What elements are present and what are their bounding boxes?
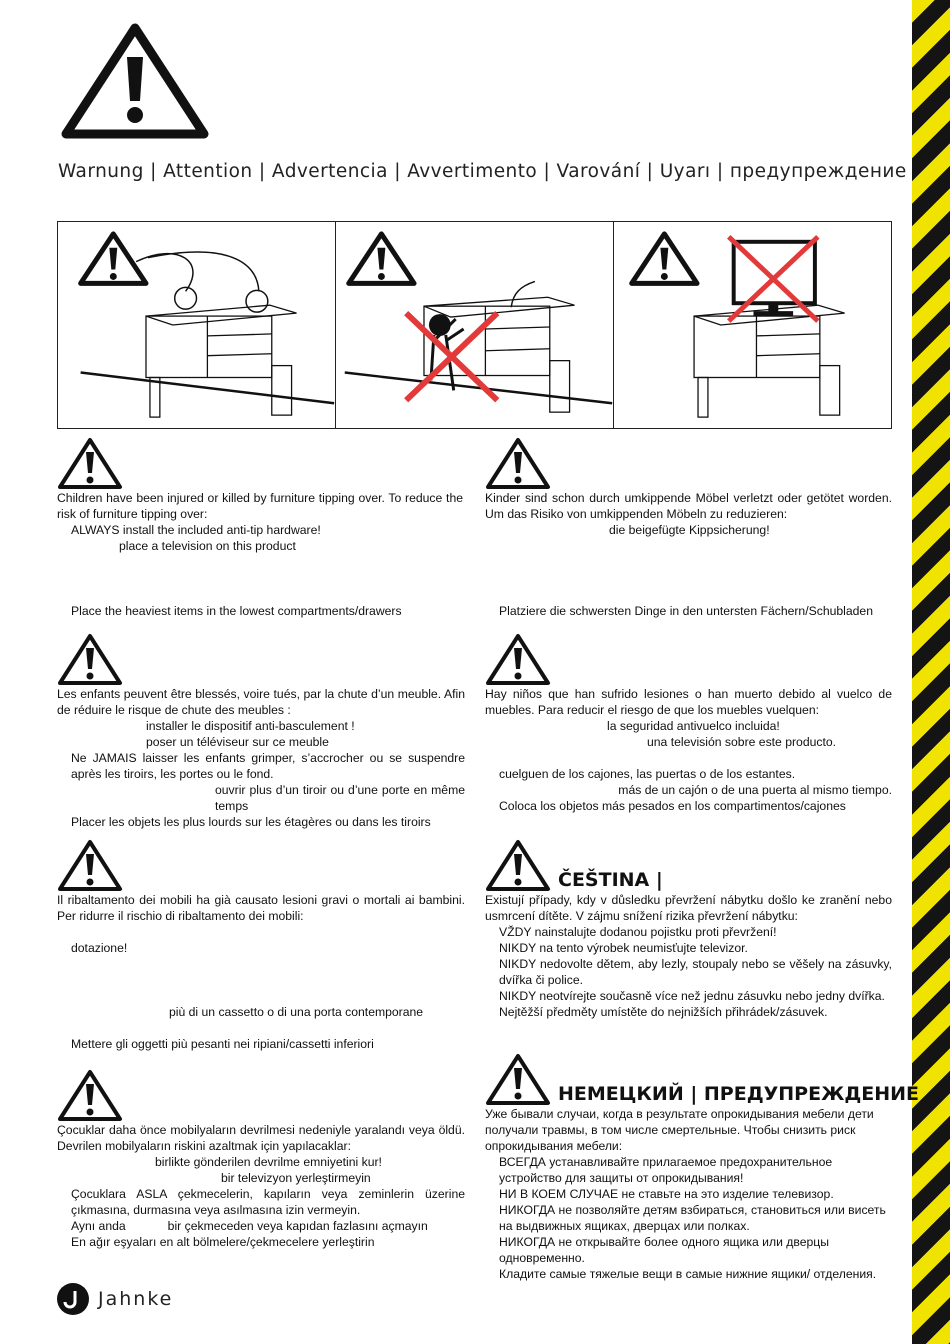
warning-item: NIKDY nedovolte dětem, aby lezly, stoupaly nebo se věšely na zásuvky, dvířka či police.	[499, 957, 892, 987]
warning-triangle-icon	[632, 234, 697, 284]
warning-block-de	[485, 436, 892, 619]
warning-item: НИ В КОЕМ СЛУЧАЕ не ставьте на это изделие телевизор.	[499, 1187, 834, 1201]
warning-item-part: Aynı anda	[71, 1219, 126, 1233]
warning-triangle-icon	[57, 436, 123, 490]
warning-item: die beigefügte Kippsicherung!	[609, 523, 770, 537]
warning-block-cs	[485, 838, 892, 1020]
hazard-stripe	[912, 0, 950, 1344]
illustration-panels	[57, 221, 892, 429]
warning-item: più di un cassetto o di una porta contemporane	[169, 1005, 424, 1019]
warning-item: una televisión sobre este producto.	[647, 735, 837, 749]
warning-intro: Hay niños que han sufrido lesiones o han muerto debido al vuelco de muebles. Para reducir el riesgo de que los muebles vuelquen:	[485, 687, 892, 717]
warning-triangle-icon	[485, 838, 551, 892]
logo-text: Jahnke	[98, 1288, 174, 1310]
warning-intro: Çocuklar daha önce mobilyaların devrilmesi nedeniyle yaralandı veya öldü. Devrilen mobilyaların riskini azaltmak için yapılacaklar:	[57, 1123, 465, 1153]
warning-item: ALWAYS install the included anti-tip hardware!	[71, 523, 321, 537]
brand-logo	[57, 1283, 173, 1315]
warning-block-tr	[57, 1068, 465, 1250]
warning-block-ru	[485, 1052, 920, 1282]
warning-triangle-icon	[57, 632, 123, 686]
warning-item: cuelguen de los cajones, las puertas o de los estantes.	[499, 767, 796, 781]
warning-block-en	[57, 436, 463, 619]
warning-item: Placer les objets les plus lourds sur les étagères ou dans les tiroirs	[71, 815, 431, 829]
warning-item: más de un cajón o de una puerta al mismo tiempo.	[618, 783, 892, 797]
warning-item: Coloca los objetos más pesados en los compartimentos/cajones	[499, 799, 846, 813]
warning-item: NIKDY na tento výrobek neumisťujte televizor.	[499, 941, 748, 955]
warning-intro: Il ribaltamento dei mobili ha già causato lesioni gravi o mortali ai bambini. Per ridurre il rischio di ribaltamento dei mobili:	[57, 893, 465, 923]
warning-item: Ne JAMAIS laisser les enfants grimper, s’accrocher ou se suspendre après les tiroirs, les portes ou le fond.	[71, 751, 465, 781]
warning-item: Mettere gli oggetti più pesanti nei ripiani/cassetti inferiori	[71, 1037, 374, 1051]
warning-item: Кладите самые тяжелые вещи в самые нижние ящики/ отделения.	[499, 1267, 877, 1281]
warning-item: Place the heaviest items in the lowest compartments/drawers	[71, 604, 402, 618]
warning-block-es	[485, 632, 892, 814]
warning-block-it	[57, 838, 465, 1052]
language-title: ČEŠTINA |	[558, 869, 663, 891]
warning-item: НИКОГДА не позволяйте детям взбираться, становиться или висеть на выдвижных ящиках, дверцах или полках.	[499, 1203, 886, 1233]
warning-item: ВСЕГДА устанавливайте прилагаемое предохранительное устройство для защиты от опрокидывания!	[499, 1155, 833, 1185]
warning-intro: Kinder sind schon durch umkippende Möbel verletzt oder getötet worden. Um das Risiko von umkippenden Möbeln zu reduzieren:	[485, 491, 892, 521]
warning-item: НИКОГДА не открывайте более одного ящика или дверцы одновременно.	[499, 1235, 830, 1265]
logo-j-icon	[57, 1283, 89, 1315]
warning-triangle-icon	[349, 234, 414, 284]
warning-item: NIKDY neotvírejte současně více než jednu zásuvku nebo jedny dvířka.	[499, 989, 885, 1003]
warning-item-line	[57, 1218, 465, 1234]
warning-triangle-icon	[485, 1052, 551, 1106]
warning-item: place a television on this product	[119, 539, 296, 553]
warning-triangle-icon	[60, 22, 210, 140]
warning-item: birlikte gönderilen devrilme emniyetini kur!	[155, 1155, 382, 1169]
warning-item: VŽDY nainstalujte dodanou pojistku proti převržení!	[499, 925, 777, 939]
panel-no-climbing	[336, 222, 614, 428]
warning-item: ouvrir plus d’un tiroir ou d’une porte en même temps	[215, 783, 465, 813]
warning-block-fr	[57, 632, 465, 830]
warning-item: bir televizyon yerleştirmeyin	[221, 1171, 371, 1185]
warning-item: Platziere die schwersten Dinge in den untersten Fächern/Schubladen	[499, 604, 873, 618]
warning-item: poser un téléviseur sur ce meuble	[146, 735, 329, 749]
warning-item: installer le dispositif anti-basculement !	[146, 719, 355, 733]
warning-item-part: bir çekmeceden veya kapıdan fazlasını açmayın	[167, 1219, 428, 1233]
language-title: НЕМЕЦКИЙ | ПРЕДУПРЕЖДЕНИЕ	[558, 1083, 920, 1105]
warning-item: dotazione!	[71, 941, 128, 955]
warning-intro: Children have been injured or killed by furniture tipping over. To reduce the risk of furniture tipping over:	[57, 491, 463, 521]
warning-triangle-icon	[81, 234, 146, 284]
red-cross-icon	[406, 313, 497, 400]
warning-triangle-icon	[485, 436, 551, 490]
warning-intro: Les enfants peuvent être blessés, voire tués, par la chute d’un meuble. Afin de réduire le risque de chute des meubles :	[57, 687, 465, 717]
warning-item: En ağır eşyaları en alt bölmelere/çekmecelere yerleştirin	[71, 1235, 375, 1249]
warning-triangle-icon	[57, 838, 123, 892]
warning-triangle-icon	[485, 632, 551, 686]
panel-anti-tip	[58, 222, 336, 428]
warning-item: Nejtěžší předměty umístěte do nejnižších přihrádek/zásuvek.	[499, 1005, 828, 1019]
warning-item: Çocuklara ASLA çekmecelerin, kapıların veya zeminlerin üzerine çıkmasına, durmasına veya asılmasına izin vermeyin.	[71, 1187, 465, 1217]
warning-triangle-icon	[57, 1068, 123, 1122]
warning-item: la seguridad antivuelco incluida!	[607, 719, 780, 733]
warning-intro: Уже бывали случаи, когда в результате опрокидывания мебели дети получали травмы, в том числе смертельные. Чтобы снизить риск опрокидывания мебели:	[485, 1107, 874, 1153]
panel-no-television	[614, 222, 891, 428]
warning-intro: Existují případy, kdy v důsledku převržení nábytku došlo ke zranění nebo usmrcení dítěte. V zájmu snížení rizika převržení nábytku:	[485, 893, 892, 923]
page-title: Warnung | Attention | Advertencia | Avvertimento | Varování | Uyarı | предупреждение	[58, 161, 907, 182]
